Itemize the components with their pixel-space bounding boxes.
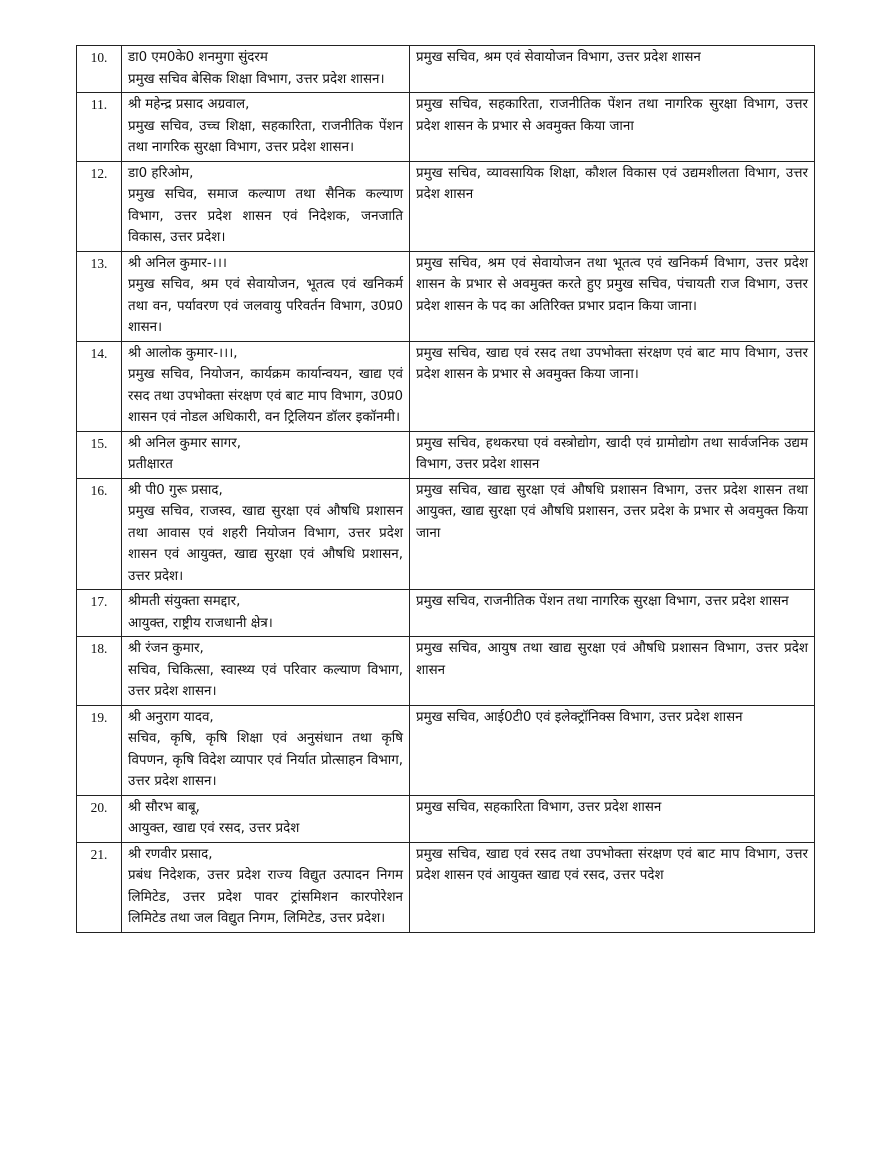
serial-number: 18. — [77, 637, 122, 706]
officer-current-cell — [122, 341, 410, 431]
new-post: प्रमुख सचिव, आई0टी0 एवं इलेक्ट्रॉनिक्स विभाग, उत्तर प्रदेश शासन — [416, 709, 743, 725]
new-post: प्रमुख सचिव, राजनीतिक पेंशन तथा नागरिक सुरक्षा विभाग, उत्तर प्रदेश शासन — [416, 594, 789, 609]
serial-number: 20. — [77, 795, 122, 842]
new-posting-cell — [410, 478, 815, 590]
new-posting-cell — [410, 161, 815, 251]
officer-current-cell — [122, 705, 410, 795]
serial-number: 10. — [77, 46, 122, 93]
table-row — [77, 161, 815, 251]
officer-current-cell — [122, 795, 410, 842]
table-row — [77, 46, 815, 93]
document-page — [76, 45, 814, 933]
officer-name: डा0 एम0के0 शनमुगा सुंदरम — [128, 50, 268, 65]
officer-name: श्री पी0 गुरू प्रसाद, — [128, 482, 223, 498]
new-posting-cell — [410, 93, 815, 162]
current-post: सचिव, चिकित्सा, स्वास्थ्य एवं परिवार कल्याण विभाग, उत्तर प्रदेश शासन। — [128, 662, 403, 699]
new-posting-cell — [410, 431, 815, 478]
officer-current-cell — [122, 161, 410, 251]
new-posting-cell — [410, 590, 815, 637]
new-post: प्रमुख सचिव, सहकारिता, राजनीतिक पेंशन तथा नागरिक सुरक्षा विभाग, उत्तर प्रदेश शासन के प्रभार से अवमुक्त किया जाना — [416, 97, 808, 134]
new-posting-cell — [410, 637, 815, 706]
current-post: प्रमुख सचिव, उच्च शिक्षा, सहकारिता, राजनीतिक पेंशन तथा नागरिक सुरक्षा विभाग, उत्तर प्रदेश शासन। — [128, 118, 403, 155]
table-row — [77, 341, 815, 431]
serial-number: 12. — [77, 161, 122, 251]
serial-number: 13. — [77, 251, 122, 341]
officer-current-cell — [122, 478, 410, 590]
serial-number: 16. — [77, 478, 122, 590]
table-row — [77, 590, 815, 637]
officer-name: डा0 हरिओम, — [128, 165, 194, 181]
serial-number: 11. — [77, 93, 122, 162]
officer-name: श्री आलोक कुमार-।।।, — [128, 345, 238, 361]
current-post: प्रमुख सचिव, समाज कल्याण तथा सैनिक कल्याण विभाग, उत्तर प्रदेश शासन एवं निदेशक, जनजाति विकास, उत्तर प्रदेश। — [128, 187, 403, 245]
table-row — [77, 93, 815, 162]
officer-name: श्री अनिल कुमार-।।। — [128, 255, 227, 271]
new-post: प्रमुख सचिव, व्यावसायिक शिक्षा, कौशल विकास एवं उद्यमशीलता विभाग, उत्तर प्रदेश शासन — [416, 165, 808, 202]
new-posting-cell — [410, 251, 815, 341]
current-post: प्रबंध निदेशक, उत्तर प्रदेश राज्य विद्युत उत्पादन निगम लिमिटेड, उत्तर प्रदेश पावर ट्रांसमिशन कारपोरेशन लिमिटेड तथा जल विद्युत निगम, लिमिटेड, उत्तर प्रदेश। — [128, 868, 403, 926]
table-row — [77, 478, 815, 590]
officer-current-cell — [122, 637, 410, 706]
table-row — [77, 251, 815, 341]
officer-name: श्री महेन्द्र प्रसाद अग्रवाल, — [128, 97, 250, 112]
officer-name: श्री सौरभ बाबू, — [128, 799, 200, 815]
new-posting-cell — [410, 842, 815, 932]
serial-number: 17. — [77, 590, 122, 637]
officer-name: श्री अनुराग यादव, — [128, 709, 214, 725]
table-body — [77, 46, 815, 933]
new-post: प्रमुख सचिव, श्रम एवं सेवायोजन विभाग, उत्तर प्रदेश शासन — [416, 50, 701, 65]
officer-name: श्रीमती संयुक्ता समद्दार, — [128, 594, 241, 609]
new-post: प्रमुख सचिव, आयुष तथा खाद्य सुरक्षा एवं औषधि प्रशासन विभाग, उत्तर प्रदेश शासन — [416, 641, 808, 678]
current-post: आयुक्त, राष्ट्रीय राजधानी क्षेत्र। — [128, 615, 273, 631]
officer-name: श्री अनिल कुमार सागर, — [128, 435, 241, 451]
table-row — [77, 705, 815, 795]
new-post: प्रमुख सचिव, श्रम एवं सेवायोजन तथा भूतत्व एवं खनिकर्म विभाग, उत्तर प्रदेश शासन के प्रभार से अवमुक्त करते हुए प्रमुख सचिव, पंचायती राज विभाग, उत्तर प्रदेश शासन के पद का अतिरिक्त प्रभार प्रदान किया जाना। — [416, 255, 808, 314]
new-post: प्रमुख सचिव, खाद्य एवं रसद तथा उपभोक्ता संरक्षण एवं बाट माप विभाग, उत्तर प्रदेश शासन के प्रभार से अवमुक्त किया जाना। — [416, 345, 808, 382]
serial-number: 14. — [77, 341, 122, 431]
officer-current-cell — [122, 93, 410, 162]
current-post: प्रमुख सचिव, नियोजन, कार्यक्रम कार्यान्वयन, खाद्य एवं रसद तथा उपभोक्ता संरक्षण एवं बाट माप विभाग, उ0प्र0 शासन एवं नोडल अधिकारी, वन ट्रिलियन डॉलर इकॉनमी। — [128, 367, 403, 425]
officer-current-cell — [122, 842, 410, 932]
table-row — [77, 842, 815, 932]
table-row — [77, 795, 815, 842]
officer-name: श्री रणवीर प्रसाद, — [128, 846, 213, 862]
officer-current-cell — [122, 590, 410, 637]
serial-number: 19. — [77, 705, 122, 795]
new-posting-cell — [410, 705, 815, 795]
officer-current-cell — [122, 251, 410, 341]
new-post: प्रमुख सचिव, खाद्य सुरक्षा एवं औषधि प्रशासन विभाग, उत्तर प्रदेश शासन तथा आयुक्त, खाद्य सुरक्षा एवं औषधि प्रशासन, उत्तर प्रदेश के प्रभार से अवमुक्त किया जाना — [416, 482, 808, 541]
serial-number: 21. — [77, 842, 122, 932]
serial-number: 15. — [77, 431, 122, 478]
current-post: प्रमुख सचिव बेसिक शिक्षा विभाग, उत्तर प्रदेश शासन। — [128, 71, 385, 87]
current-post: आयुक्त, खाद्य एवं रसद, उत्तर प्रदेश — [128, 821, 300, 836]
table-row — [77, 637, 815, 706]
current-post: प्रमुख सचिव, श्रम एवं सेवायोजन, भूतत्व एवं खनिकर्म तथा वन, पर्यावरण एवं जलवायु परिवर्तन विभाग, उ0प्र0 शासन। — [128, 277, 403, 335]
officer-name: श्री रंजन कुमार, — [128, 641, 204, 656]
current-post: प्रमुख सचिव, राजस्व, खाद्य सुरक्षा एवं औषधि प्रशासन तथा आवास एवं शहरी नियोजन विभाग, उत्तर प्रदेश शासन एवं आयुक्त, खाद्य सुरक्षा एवं औषधि प्रशासन, उत्तर प्रदेश। — [128, 504, 403, 584]
new-posting-cell — [410, 46, 815, 93]
new-post: प्रमुख सचिव, खाद्य एवं रसद तथा उपभोक्ता संरक्षण एवं बाट माप विभाग, उत्तर प्रदेश शासन एवं आयुक्त खाद्य एवं रसद, उत्तर पदेश — [416, 846, 808, 883]
officer-current-cell — [122, 46, 410, 93]
new-post: प्रमुख सचिव, हथकरघा एवं वस्त्रोद्योग, खादी एवं ग्रामोद्योग तथा सार्वजनिक उद्यम विभाग, उत्तर प्रदेश शासन — [416, 435, 808, 472]
current-post: सचिव, कृषि, कृषि शिक्षा एवं अनुसंधान तथा कृषि विपणन, कृषि विदेश व्यापार एवं निर्यात प्रोत्साहन विभाग, उत्तर प्रदेश शासन। — [128, 731, 403, 789]
officer-current-cell — [122, 431, 410, 478]
table-row — [77, 431, 815, 478]
officer-transfer-table — [76, 45, 815, 933]
new-posting-cell — [410, 341, 815, 431]
new-posting-cell — [410, 795, 815, 842]
new-post: प्रमुख सचिव, सहकारिता विभाग, उत्तर प्रदेश शासन — [416, 799, 662, 815]
current-post: प्रतीक्षारत — [128, 457, 173, 472]
